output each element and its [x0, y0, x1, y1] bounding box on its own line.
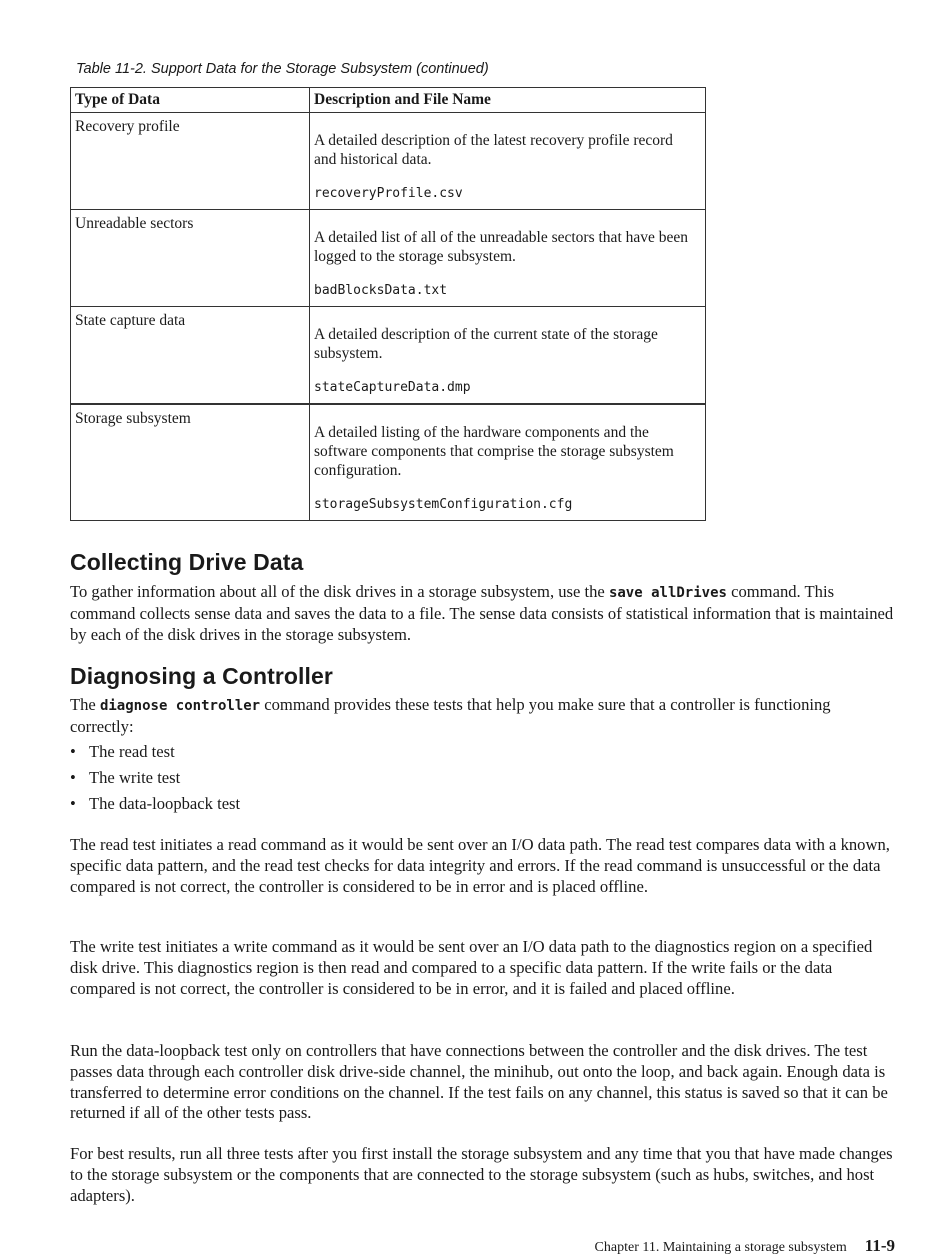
bullet-glyph: •	[70, 742, 76, 761]
row-file-name: stateCaptureData.dmp	[314, 380, 471, 395]
write-test-paragraph: The write test initiates a write command as it would be sent over an I/O data path to the diagnostics region on a specified disk drive. This diagnostics region is then read and compared to a specific data pattern. If the write fails or the data compared is not correct, the controller is considered to be in error, and it is failed and placed offline.	[70, 937, 873, 998]
best-results-paragraph: For best results, run all three tests after you first install the storage subsystem and any time that you that have made changes to the storage subsystem or the components that are connected to the storage subsystem (such as hubs, switches, and host adapters).	[70, 1144, 893, 1205]
diagnosing-intro-paragraph	[70, 695, 898, 738]
column-header-type: Type of Data	[71, 88, 310, 113]
list-item-text: The data-loopback test	[89, 794, 241, 813]
collecting-text-after: command. This command collects sense data and saves the data to a file. The sense data consists of statistical information that is maintained by each of the disk drives in the storage subsystem.	[70, 582, 894, 644]
page-footer	[595, 1236, 895, 1256]
command-diagnose-controller: diagnose controller	[99, 698, 261, 714]
list-item-text: The write test	[89, 768, 181, 787]
intro-text-before: The	[70, 695, 100, 714]
read-test-paragraph: The read test initiates a read command as it would be sent over an I/O data path. The read test compares data with a known, specific data pattern, and the read test checks for data integrity and errors. If the read command is unsuccessful or the data compared is not correct, the controller is considered to be in error and is placed offline.	[70, 835, 890, 896]
row-type-cell: Recovery profile	[71, 113, 310, 210]
intro-text-after: command provides these tests that help you make sure that a controller is functioning correctly:	[70, 695, 831, 736]
table-row	[71, 210, 706, 307]
loopback-test-paragraph: Run the data-loopback test only on controllers that have connections between the controller and the disk drives. The test passes data through each controller disk drive-side channel, the minihub, out onto the loop, and back again. Enough data is transferred to determine error conditions on the channel. If the test fails on any channel, this status is saved so that it can be returned if all of the other tests pass.	[70, 1041, 888, 1123]
row-file-name: recoveryProfile.csv	[314, 186, 463, 201]
row-file-name: storageSubsystemConfiguration.cfg	[314, 497, 573, 512]
table-row	[71, 404, 706, 521]
table-row	[71, 307, 706, 405]
row-type-cell: State capture data	[71, 307, 310, 405]
row-description-cell	[310, 210, 706, 307]
footer-chapter-title: Chapter 11. Maintaining a storage subsystem	[594, 1240, 847, 1255]
row-description-text: A detailed list of all of the unreadable sectors that have been logged to the storage subsystem.	[314, 229, 689, 265]
row-description-text: A detailed description of the current state of the storage subsystem.	[314, 326, 658, 362]
list-item	[70, 741, 240, 767]
table-row	[71, 113, 706, 210]
table-header-row	[71, 88, 706, 113]
row-description-cell	[310, 113, 706, 210]
row-description-text: A detailed listing of the hardware components and the software components that comprise the storage subsystem configuration.	[314, 424, 674, 479]
column-header-description: Description and File Name	[310, 88, 706, 113]
command-save-alldrives: save allDrives	[608, 585, 727, 601]
row-type-cell: Unreadable sectors	[71, 210, 310, 307]
row-description-cell	[310, 404, 706, 521]
list-item	[70, 793, 240, 819]
row-description-cell	[310, 307, 706, 405]
row-description-text: A detailed description of the latest recovery profile record and historical data.	[314, 132, 673, 168]
table-caption: Table 11-2. Support Data for the Storage Subsystem (continued)	[76, 61, 489, 77]
collecting-paragraph	[70, 582, 898, 645]
row-type-cell: Storage subsystem	[71, 404, 310, 521]
page-number: 11-9	[864, 1236, 895, 1255]
bullet-glyph: •	[70, 768, 76, 787]
bullet-glyph: •	[70, 794, 76, 813]
section-heading-diagnosing-controller: Diagnosing a Controller	[70, 663, 333, 689]
support-data-table	[70, 87, 706, 521]
list-item	[70, 767, 240, 793]
collecting-text-before: To gather information about all of the disk drives in a storage subsystem, use the	[70, 582, 609, 601]
row-file-name: badBlocksData.txt	[314, 283, 448, 298]
list-item-text: The read test	[89, 742, 175, 761]
section-heading-collecting-drive-data: Collecting Drive Data	[70, 549, 304, 575]
controller-tests-list	[70, 741, 240, 819]
